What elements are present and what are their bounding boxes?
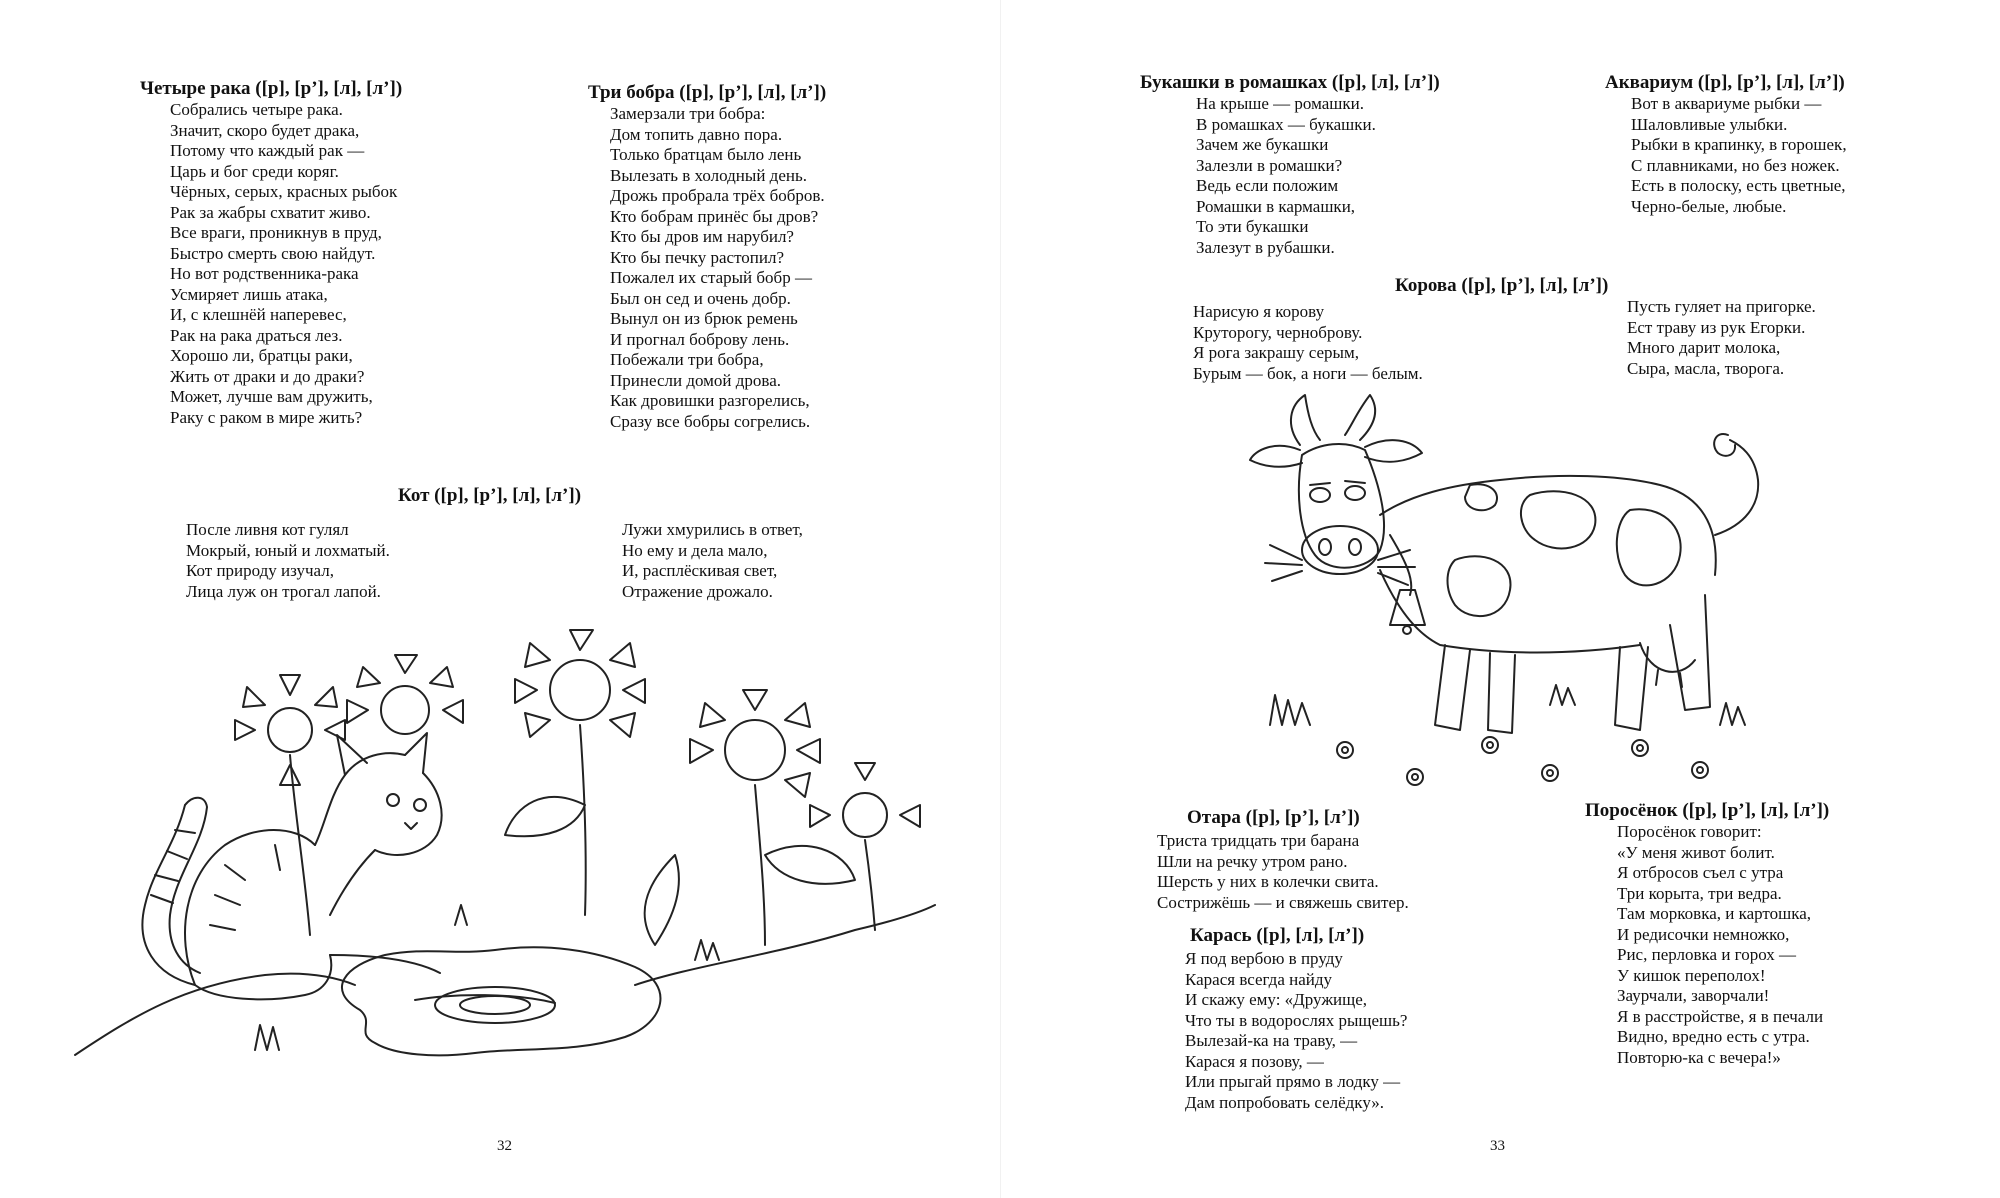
- poem-line: Ромашки в кармашки,: [1196, 196, 1356, 216]
- poem-line: И, с клешнёй наперевес,: [170, 305, 347, 324]
- poem-line: Вылезать в холодный день.: [610, 165, 807, 185]
- poem-title: Корова ([р], [р’], [л], [л’]): [1395, 275, 1609, 296]
- poem-line: Отражение дрожало.: [622, 581, 773, 601]
- poem-line: Пусть гуляет на пригорке.: [1627, 297, 1816, 316]
- poem-cow-col2: [1627, 297, 1816, 379]
- poem-cat-col1: [186, 520, 390, 602]
- poem-line: Побежали три бобра,: [610, 350, 764, 369]
- poem-line: Усмиряет лишь атака,: [170, 284, 328, 304]
- poem-title: Аквариум ([р], [р’], [л], [л’]): [1605, 72, 1845, 93]
- poem-line: Вынул он из брюк ремень: [610, 309, 798, 328]
- poem-line: Сразу все бобры согрелись.: [610, 411, 811, 431]
- poem-line: Кто бы печку растопил?: [610, 247, 785, 267]
- poem-lines: [588, 104, 826, 432]
- poem-line: Как дровишки разгорелись,: [610, 391, 810, 410]
- poem-lines: [1185, 949, 1407, 1113]
- poem-aquarium: [1605, 72, 1847, 217]
- poem-line: Залезли в ромашки?: [1196, 155, 1343, 175]
- poem-title: Три бобра ([р], [р’], [л], [л’]): [588, 82, 827, 103]
- poem-line: Шли на речку утром рано.: [1157, 851, 1348, 871]
- poem-line: Хорошо ли, братцы раки,: [170, 346, 353, 365]
- poem-line: Бурым — бок, а ноги — белым.: [1193, 363, 1423, 383]
- poem-cow-title: [1395, 275, 1608, 297]
- poem-lines: [1193, 302, 1423, 384]
- poem-line: И, расплёскивая свет,: [622, 561, 778, 580]
- poem-line: Дам попробовать селёдку».: [1185, 1092, 1385, 1112]
- poem-line: Но вот родственника-рака: [170, 264, 359, 283]
- poem-line: Пожалел их старый бобр —: [610, 268, 812, 287]
- poem-line: Может, лучше вам дружить,: [170, 387, 373, 406]
- poem-line: В ромашках — букашки.: [1196, 114, 1376, 134]
- poem-line: Но ему и дела мало,: [622, 540, 768, 560]
- poem-line: Рак на рака драться лез.: [170, 325, 343, 345]
- poem-line: Черно-белые, любые.: [1631, 196, 1787, 216]
- poem-line: Шерсть у них в колечки свита.: [1157, 872, 1379, 891]
- poem-line: Карася я позову, —: [1185, 1051, 1324, 1071]
- poem-line: Лица луж он трогал лапой.: [186, 581, 381, 601]
- poem-line: Или прыгай прямо в лодку —: [1185, 1072, 1401, 1091]
- poem-title: Поросёнок ([р], [р’], [л], [л’]): [1585, 800, 1830, 821]
- poem-line: С плавниками, но без ножек.: [1631, 155, 1840, 175]
- poem-line: Царь и бог среди коряг.: [170, 161, 339, 181]
- poem-line: Три корыта, три ведра.: [1617, 883, 1782, 903]
- poem-line: Чёрных, серых, красных рыбок: [170, 182, 398, 201]
- poem-line: Раку с раком в мире жить?: [170, 407, 363, 427]
- poem-line: Шаловливые улыбки.: [1631, 114, 1788, 134]
- poem-line: Был он сед и очень добр.: [610, 288, 791, 308]
- poem-line: Принесли домой дрова.: [610, 370, 781, 390]
- poem-line: Поросёнок говорит:: [1617, 822, 1762, 841]
- poem-piglet: [1585, 800, 1829, 1068]
- poem-line: Значит, скоро будет драка,: [170, 120, 360, 140]
- poem-line: Мокрый, юный и лохматый.: [186, 540, 390, 560]
- poem-bugs-in-daisies: [1140, 72, 1440, 258]
- poem-title: Букашки в ромашках ([р], [л], [л’]): [1140, 72, 1440, 93]
- poem-line: Карася всегда найду: [1185, 969, 1333, 989]
- poem-line: Рис, перловка и горох —: [1617, 945, 1797, 964]
- poem-line: Там морковка, и картошка,: [1617, 904, 1812, 923]
- poem-line: И скажу ему: «Дружище,: [1185, 990, 1368, 1009]
- poem-line: Жить от драки и до драки?: [170, 366, 365, 386]
- poem-line: Ведь если положим: [1196, 176, 1339, 195]
- page-number: 32: [497, 1138, 512, 1154]
- poem-title: Кот ([р], [р’], [л], [л’]): [398, 485, 582, 506]
- poem-line: Ест траву из рук Егорки.: [1627, 317, 1806, 337]
- poem-line: На крыше — ромашки.: [1196, 94, 1364, 113]
- poem-line: Все враги, проникнув в пруд,: [170, 223, 382, 242]
- poem-line: Есть в полоску, есть цветные,: [1631, 176, 1846, 195]
- poem-line: Дом топить давно пора.: [610, 124, 783, 144]
- poem-lines: [1605, 94, 1847, 217]
- poem-line: Залезут в рубашки.: [1196, 237, 1335, 257]
- poem-line: Кто бы дров им нарубил?: [610, 227, 794, 246]
- poem-line: То эти букашки: [1196, 217, 1309, 236]
- poem-line: Кот природу изучал,: [186, 561, 334, 580]
- poem-line: Зачем же букашки: [1196, 135, 1329, 154]
- page-number: 33: [1490, 1138, 1505, 1154]
- poem-line: Сыра, масла, творога.: [1627, 358, 1785, 378]
- poem-line: Я под вербою в пруду: [1185, 949, 1343, 968]
- poem-lines: [1627, 297, 1816, 379]
- poem-line: Что ты в водорослях рыщешь?: [1185, 1010, 1408, 1030]
- poem-title: Четыре рака ([р], [р’], [л], [л’]): [140, 78, 403, 99]
- poem-lines: [186, 520, 390, 602]
- poem-line: Я в расстройстве, я в печали: [1617, 1006, 1824, 1026]
- poem-line: Потому что каждый рак —: [170, 141, 365, 160]
- poem-line: Вот в аквариуме рыбки —: [1631, 94, 1822, 113]
- poem-lines: [622, 520, 803, 602]
- poem-lines: [140, 100, 402, 428]
- poem-line: Повторю-ка с вечера!»: [1617, 1047, 1781, 1067]
- cow-illustration: [1240, 385, 1800, 785]
- poem-line: Дрожь пробрала трёх бобров.: [610, 186, 825, 205]
- poem-line: Я рога закрашу серым,: [1193, 343, 1359, 362]
- poem-lines: [1157, 831, 1409, 913]
- poem-line: Лужи хмурились в ответ,: [622, 520, 803, 539]
- poem-line: Рак за жабры схватит живо.: [170, 202, 371, 222]
- poem-lines: [1585, 822, 1829, 1068]
- poem-three-beavers: [588, 82, 826, 432]
- poem-line: Только братцам было лень: [610, 145, 802, 164]
- cat-puddle-illustration: [75, 655, 945, 1110]
- poem-crucian-carp: [1185, 925, 1408, 1113]
- poem-line: У кишок переполох!: [1617, 965, 1766, 985]
- poem-line: Нарисую я корову: [1193, 302, 1325, 321]
- poem-line: И прогнал боброву лень.: [610, 329, 790, 349]
- poem-line: Заурчали, заворчали!: [1617, 986, 1770, 1005]
- poem-cat-title: [398, 485, 581, 507]
- poem-four-crayfish: [140, 78, 402, 428]
- poem-line: Кто бобрам принёс бы дров?: [610, 206, 819, 226]
- poem-line: Я отбросов съел с утра: [1617, 863, 1784, 882]
- poem-line: Триста тридцать три барана: [1157, 831, 1360, 850]
- poem-line: «У меня живот болит.: [1617, 842, 1775, 862]
- poem-line: Вылезай-ка на траву, —: [1185, 1031, 1358, 1050]
- poem-lines: [1140, 94, 1440, 258]
- poem-line: Быстро смерть свою найдут.: [170, 243, 376, 263]
- poem-flock: [1157, 807, 1409, 913]
- poem-line: Круторогу, черноброву.: [1193, 322, 1363, 342]
- poem-line: И редисочки немножко,: [1617, 924, 1790, 944]
- poem-line: После ливня кот гулял: [186, 520, 349, 539]
- poem-title: Отара ([р], [р’], [л’]): [1187, 807, 1360, 828]
- poem-line: Замерзали три бобра:: [610, 104, 766, 123]
- poem-line: Много дарит молока,: [1627, 338, 1781, 357]
- poem-line: Сострижёшь — и свяжешь свитер.: [1157, 892, 1409, 912]
- poem-line: Рыбки в крапинку, в горошек,: [1631, 135, 1847, 154]
- poem-line: Видно, вредно есть с утра.: [1617, 1027, 1810, 1046]
- poem-line: Собрались четыре рака.: [170, 100, 343, 119]
- poem-title: Карась ([р], [л], [л’]): [1190, 925, 1365, 946]
- poem-cow-col1: [1193, 302, 1423, 384]
- poem-cat-col2: [622, 520, 803, 602]
- spread-fold: [1000, 0, 1001, 1198]
